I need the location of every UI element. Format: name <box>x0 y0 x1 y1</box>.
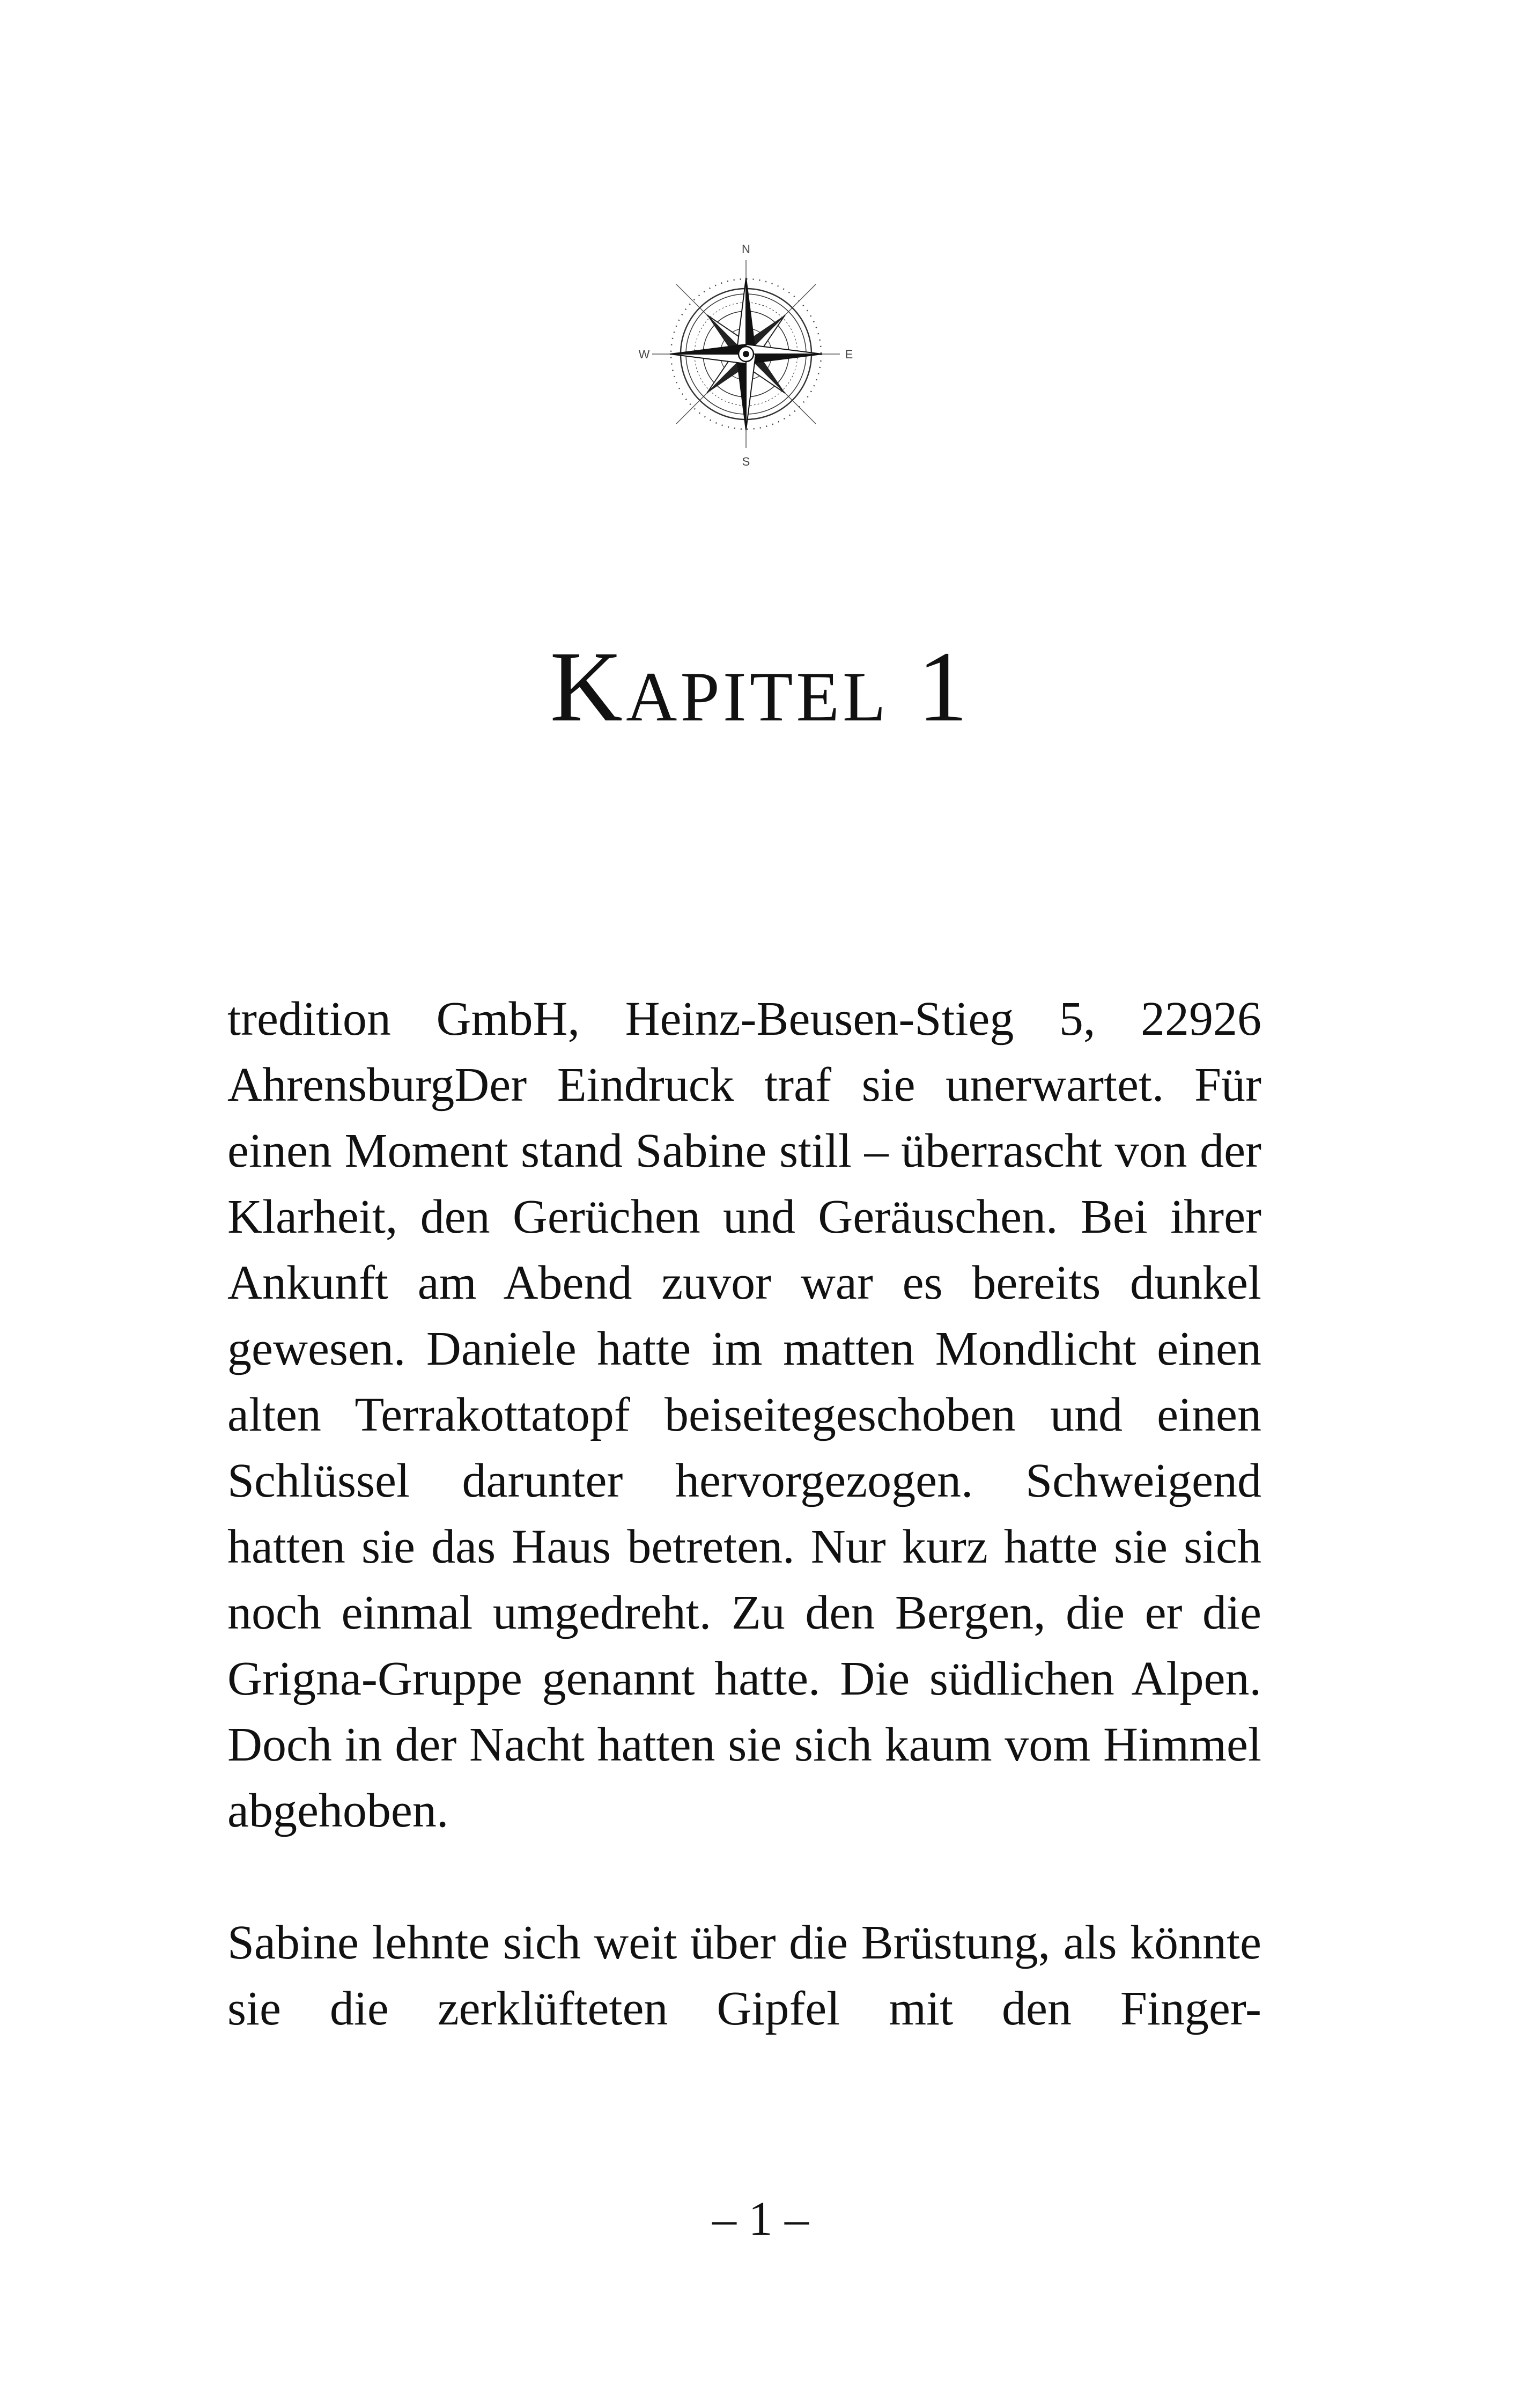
compass-north-label: N <box>742 242 750 256</box>
paragraph: Sabine lehnte sich weit über die Brüstung, als könnte sie die zerklüfteten Gipfel mit den Finger- <box>227 1916 1261 2035</box>
compass-south-label: S <box>742 455 750 468</box>
page-number: – 1 – <box>712 2192 809 2245</box>
compass-west-label: W <box>638 348 650 361</box>
compass-east-label: E <box>845 348 853 361</box>
paragraph: tredition GmbH, Heinz-Beusen-Stieg 5, 22926 AhrensburgDer Eindruck traf sie unerwartet. Für einen Moment stand Sabine still – überrascht von der Klarheit, den Gerüchen und Geräuschen. Bei ihrer Ankunft am Abend zuvor war es bereits dunkel gewesen. Daniele hatte im matten Mondlicht einen alten Terrakottatopf beiseitegeschoben und einen Schlüssel darunter hervorgezogen. Schweigend hatten sie das Haus betreten. Nur kurz hatte sie sich noch einmal umgedreht. Zu den Bergen, die er die Grigna-Gruppe genannt hatte. Die südlichen Alpen. Doch in der Nacht hatten sie sich kaum vom Himmel abgehoben. <box>227 992 1261 1837</box>
chapter-title: Kapitel 1 <box>550 630 971 742</box>
chapter-body <box>227 986 1261 2042</box>
compass-rose-icon <box>628 236 864 472</box>
